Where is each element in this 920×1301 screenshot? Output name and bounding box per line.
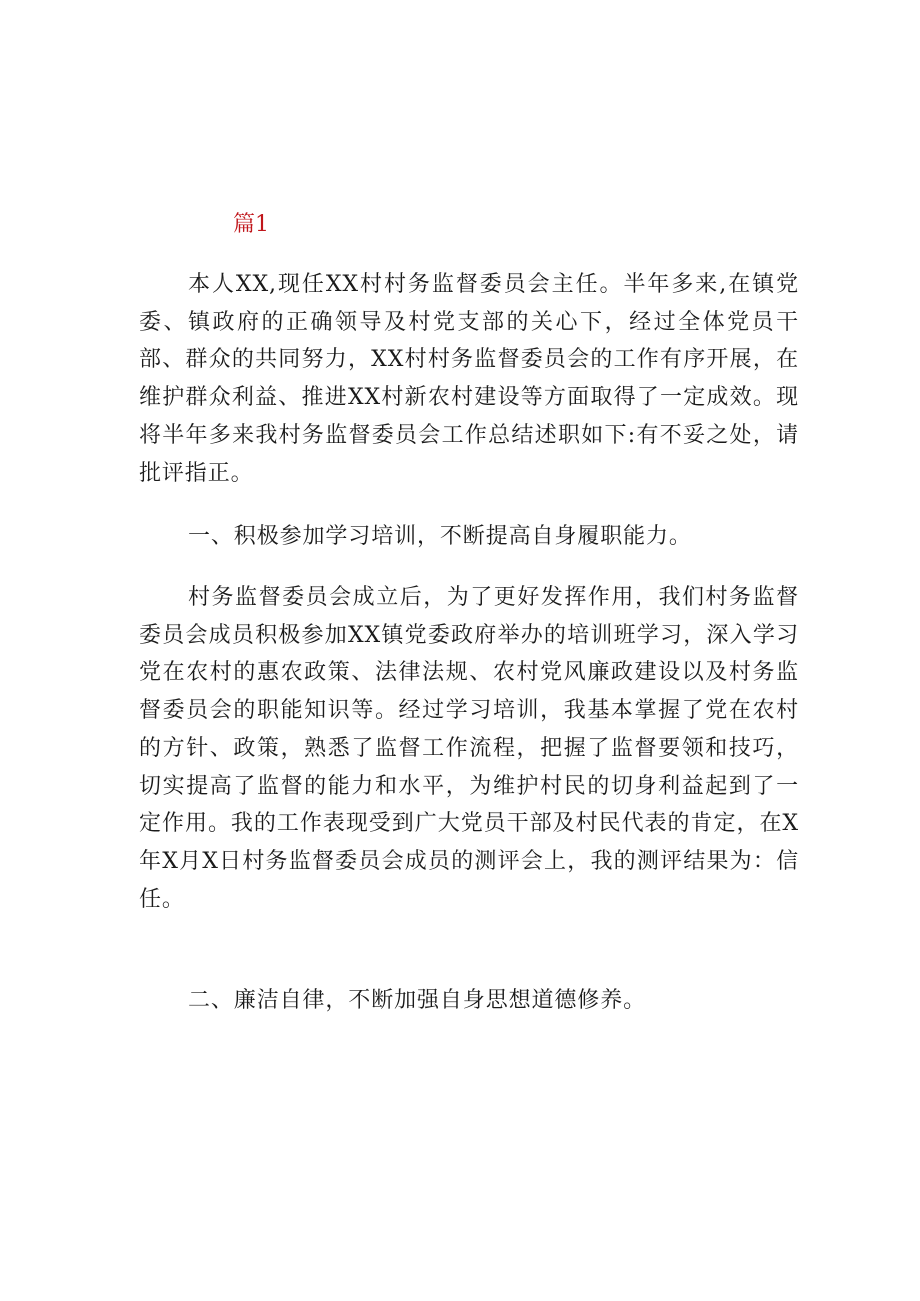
section-heading: 篇1: [233, 212, 269, 237]
section-title-integrity: 二、廉洁自律，不断加强自身思想道德修养。: [188, 988, 647, 1013]
section-title-study: 一、积极参加学习培训，不断提高自身履职能力。: [188, 524, 692, 549]
paragraph-intro: 本人XX,现任XX村村务监督委员会主任。半年多来,在镇党委、镇政府的正确领导及村党支部的关心下，经过全体党员干部、群众的共同努力，XX村村务监督委员会的工作有序开展，在维护群众利益、推进XX村新农村建设等方面取得了一定成效。现将半年多来我村务监督委员会工作总结述职如下:有不妥之处，请批评指正。: [139, 272, 799, 486]
paragraph-study: 村务监督委员会成立后，为了更好发挥作用，我们村务监督委员会成员积极参加XX镇党委政府举办的培训班学习，深入学习党在农村的惠农政策、法律法规、农村党风廉政建设以及村务监督委员会的职能知识等。经过学习培训，我基本掌握了党在农村的方针、政策，熟悉了监督工作流程，把握了监督要领和技巧，切实提高了监督的能力和水平，为维护村民的切身利益起到了一定作用。我的工作表现受到广大党员干部及村民代表的肯定，在X年X月X日村务监督委员会成员的测评会上，我的测评结果为：信任。: [139, 585, 799, 912]
